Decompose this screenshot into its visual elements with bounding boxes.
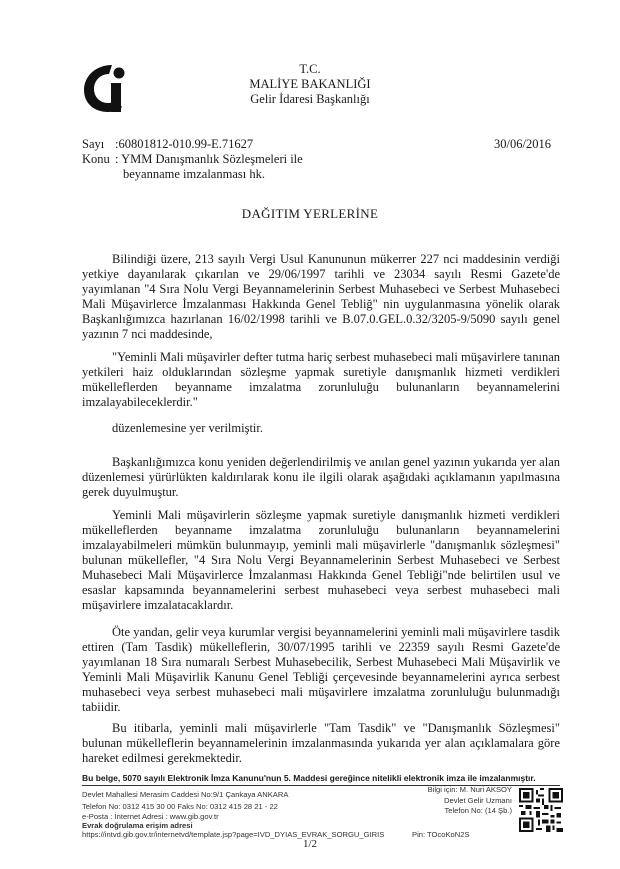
paragraph-5: Yeminli Mali müşavirlerin sözleşme yapmak suretiyle danışmanlık hizmeti verdikleri mükelleflerden beyanname imzalatma zorunluluğu bulunanların beyannamelerini imzalayabilmeleri mümkün bulunmayıp, yeminli mali müşavirlerle "danışmanlık sözleşmesi" bulunan mükellefler, "4 Sıra Nolu Vergi Beyannamelerinin Serbest Muhasebeci ve Serbest Muhasebeci Mali Müşavirlerce İmzalanması Hakkında Genel Tebliği"nde belirtilen usul ve esaslar kapsamında beyannamelerini serbest muhasebeci veya serbest muhasebeci mali müşavirlere imzalatacaklardır.: [82, 508, 560, 612]
info-phone: Telefon No: (14 Şb.): [444, 806, 512, 815]
verify-url[interactable]: https://intvd.gib.gov.tr/internetvd/template.jsp?page=IVD_DYIAS_EVRAK_SORGU_GIRIS: [82, 830, 385, 839]
footer-web: e-Posta : İnternet Adresi : www.gib.gov.tr: [82, 812, 219, 821]
qr-code-icon: [519, 788, 563, 832]
esignature-notice: Bu belge, 5070 sayılı Elektronik İmza Kanunu'nun 5. Maddesi gereğince nitelikli elektronik imza ile imzalanmıştır.: [82, 773, 560, 786]
paragraph-4: Başkanlığımızca konu yeniden değerlendirilmiş ve anılan genel yazının yukarıda yer alan düzenlemesi yürürlükten kaldırılarak konu ile ilgili olarak aşağıdaki açıklamanın yapılmasına gerek duyulmuştur.: [82, 455, 560, 499]
header-department: Gelir İdaresi Başkanlığı: [250, 92, 370, 106]
paragraph-3: düzenlemesine yer verilmiştir.: [112, 421, 263, 435]
paragraph-6: Öte yandan, gelir veya kurumlar vergisi beyannamelerini yeminli mali müşavirlere tasdik ettiren (Tam Tasdik) mükelleflerin, 30/07/1995 tarihli ve 22359 sayılı Resmi Gazete'de yayımlanan 18 Sıra numaralı Serbest Muhasebecilik, Serbest Muhasebeci Mali Müşavirlik ve Yeminli Mali Müşavirlik Kanunu Genel Tebliği çerçevesinde beyannamelerini ayrıca serbest muhasebeci veya serbest muhasebeci mali müşavirlere imzalatma zorunluluğu bulunmadığı tabiidir.: [82, 625, 560, 714]
footer-address: Devlet Mahallesi Merasim Caddesi No:9/1 Çankaya ANKARA: [82, 790, 289, 799]
info-contact: Bilgi için: M. Nuri AKSOY: [427, 785, 512, 794]
page-number: 1/2: [302, 838, 318, 850]
header-ministry: MALİYE BAKANLIĞI: [249, 77, 371, 91]
konu-label: Konu: [82, 152, 110, 166]
verify-title: Evrak doğrulama erişim adresi: [82, 821, 193, 830]
paragraph-7: Bu itibarla, yeminli mali müşavirlerle "Tam Tasdik" ve "Danışmanlık Sözleşmesi" bulunan mükelleflerin beyannamelerinin imzalanmasında yukarıda yer alan açıklamalara göre hareket edilmesi gerekmektedir.: [82, 721, 560, 765]
verify-pin: Pin: TOcoKoN2S: [412, 830, 470, 839]
sayi-value: :60801812-010.99-E.71627: [115, 137, 254, 151]
footer-phone: Telefon No: 0312 415 30 00 Faks No: 0312 415 28 21 - 22: [82, 802, 278, 811]
header-country: T.C.: [299, 62, 321, 76]
page-title: DAĞITIM YERLERİNE: [241, 206, 379, 221]
konu-line-2: beyanname imzalanması hk.: [123, 167, 265, 181]
konu-line-1: : YMM Danışmanlık Sözleşmeleri ile: [115, 152, 303, 166]
info-title: Devlet Gelir Uzmanı: [444, 796, 512, 805]
paragraph-quote: "Yeminli Mali müşavirler defter tutma hariç serbest muhasebeci mali müşavirlere tanınan yetkileri haiz olduklarından sözleşme yapmak suretiyle danışmanlık hizmeti verdikleri mükelleflerden beyanname imzalatma zorunluluğu bulunanların beyannamelerini imzalayabileceklerdir.": [82, 350, 560, 409]
gib-logo: [82, 62, 130, 114]
document-date: 30/06/2016: [494, 137, 551, 151]
paragraph-1: Bilindiği üzere, 213 sayılı Vergi Usul Kanununun mükerrer 227 nci maddesinin verdiği yetkiye dayanılarak çıkarılan ve 29/06/1997 tarihli ve 23034 sayılı Resmi Gazete'de yayımlanan "4 Sıra Nolu Vergi Beyannamelerinin Serbest Muhasebeci ve Serbest Muhasebeci Mali Müşavirlerce İmzalanması Hakkında Genel Tebliğ" nin uygulanmasına yönelik olarak Başkanlığımızca hazırlanan 16/02/1998 tarihli ve B.07.0.GEL.0.32/3205-9/5090 sayılı genel yazının 7 nci maddesinde,: [82, 252, 560, 341]
sayi-label: Sayı: [82, 137, 105, 151]
